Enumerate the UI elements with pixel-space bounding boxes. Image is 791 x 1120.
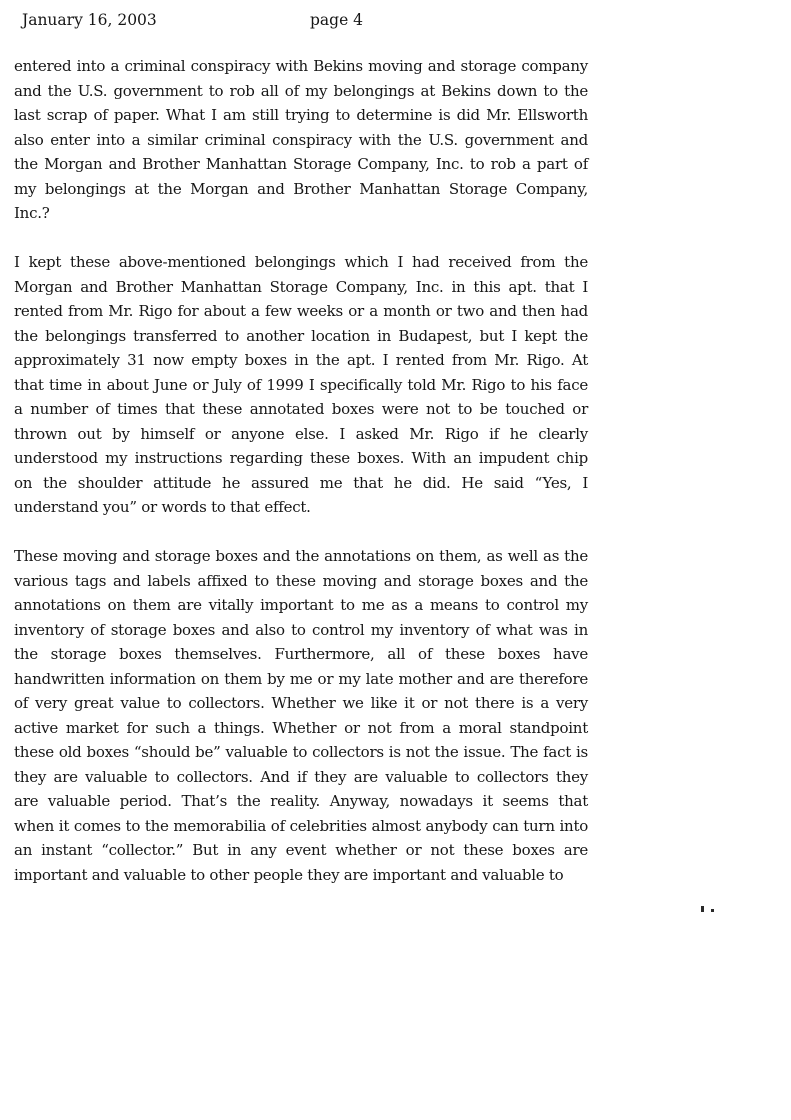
scan-artifact-dot: [701, 906, 704, 912]
text-line: various tags and labels affixed to these moving and storage boxes and the: [14, 571, 588, 590]
text-line: and the U.S. government to rob all of my belongings at Bekins down to the: [14, 81, 588, 100]
text-line: inventory of storage boxes and also to control my inventory of what was in: [14, 620, 588, 639]
text-line: they are valuable to collectors. And if they are valuable to collectors they: [14, 767, 588, 786]
text-line: on the shoulder attitude he assured me that he did. He said “Yes, I: [14, 473, 588, 492]
text-line: the storage boxes themselves. Furthermore, all of these boxes have: [14, 645, 588, 663]
text-line: that time in about June or July of 1999 I specifically told Mr. Rigo to his face: [14, 375, 588, 394]
header-page-number: page 4: [310, 11, 364, 29]
text-line: my belongings at the Morgan and Brother Manhattan Storage Company,: [14, 179, 588, 198]
text-line: approximately 31 now empty boxes in the apt. I rented from Mr. Rigo. At: [14, 351, 588, 369]
text-line: active market for such a things. Whether or not from a moral standpoint: [14, 718, 588, 737]
text-line: the belongings transferred to another location in Budapest, but I kept the: [14, 326, 588, 345]
header-date: January 16, 2003: [22, 11, 157, 29]
text-line: also enter into a similar criminal conspiracy with the U.S. government and: [14, 130, 588, 149]
paragraph-2: [14, 250, 588, 520]
paragraph-1: [14, 54, 588, 226]
text-line: I kept these above-mentioned belongings which I had received from the: [14, 253, 588, 271]
text-line: Morgan and Brother Manhattan Storage Company, Inc. in this apt. that I: [14, 277, 588, 296]
text-line: Inc.?: [14, 204, 50, 222]
paragraph-3: [14, 544, 588, 887]
text-line: understood my instructions regarding these boxes. With an impudent chip: [14, 449, 588, 467]
text-line: These moving and storage boxes and the annotations on them, as well as the: [14, 547, 588, 565]
text-line: of very great value to collectors. Whether we like it or not there is a very: [14, 694, 588, 712]
text-line: the Morgan and Brother Manhattan Storage Company, Inc. to rob a part of: [14, 155, 588, 173]
text-line: rented from Mr. Rigo for about a few weeks or a month or two and then had: [14, 302, 588, 320]
page-header: [22, 10, 791, 32]
text-line: these old boxes “should be” valuable to collectors is not the issue. The fact is: [14, 743, 588, 761]
text-line: thrown out by himself or anyone else. I asked Mr. Rigo if he clearly: [14, 424, 588, 443]
text-line: handwritten information on them by me or my late mother and are therefore: [14, 669, 588, 688]
text-line: important and valuable to other people they are important and valuable to: [14, 865, 564, 884]
text-line: when it comes to the memorabilia of celebrities almost anybody can turn into: [14, 816, 588, 835]
document-body: [14, 54, 588, 912]
scan-artifact-dot: [711, 909, 714, 912]
text-line: a number of times that these annotated boxes were not to be touched or: [14, 400, 588, 418]
text-line: entered into a criminal conspiracy with Bekins moving and storage company: [14, 57, 588, 75]
text-line: an instant “collector.” But in any event whether or not these boxes are: [14, 841, 588, 859]
text-line: understand you” or words to that effect.: [14, 498, 311, 516]
text-line: are valuable period. That’s the reality. Anyway, nowadays it seems that: [14, 792, 588, 810]
text-line: last scrap of paper. What I am still trying to determine is did Mr. Ellsworth: [14, 106, 588, 124]
text-line: annotations on them are vitally important to me as a means to control my: [14, 596, 588, 614]
